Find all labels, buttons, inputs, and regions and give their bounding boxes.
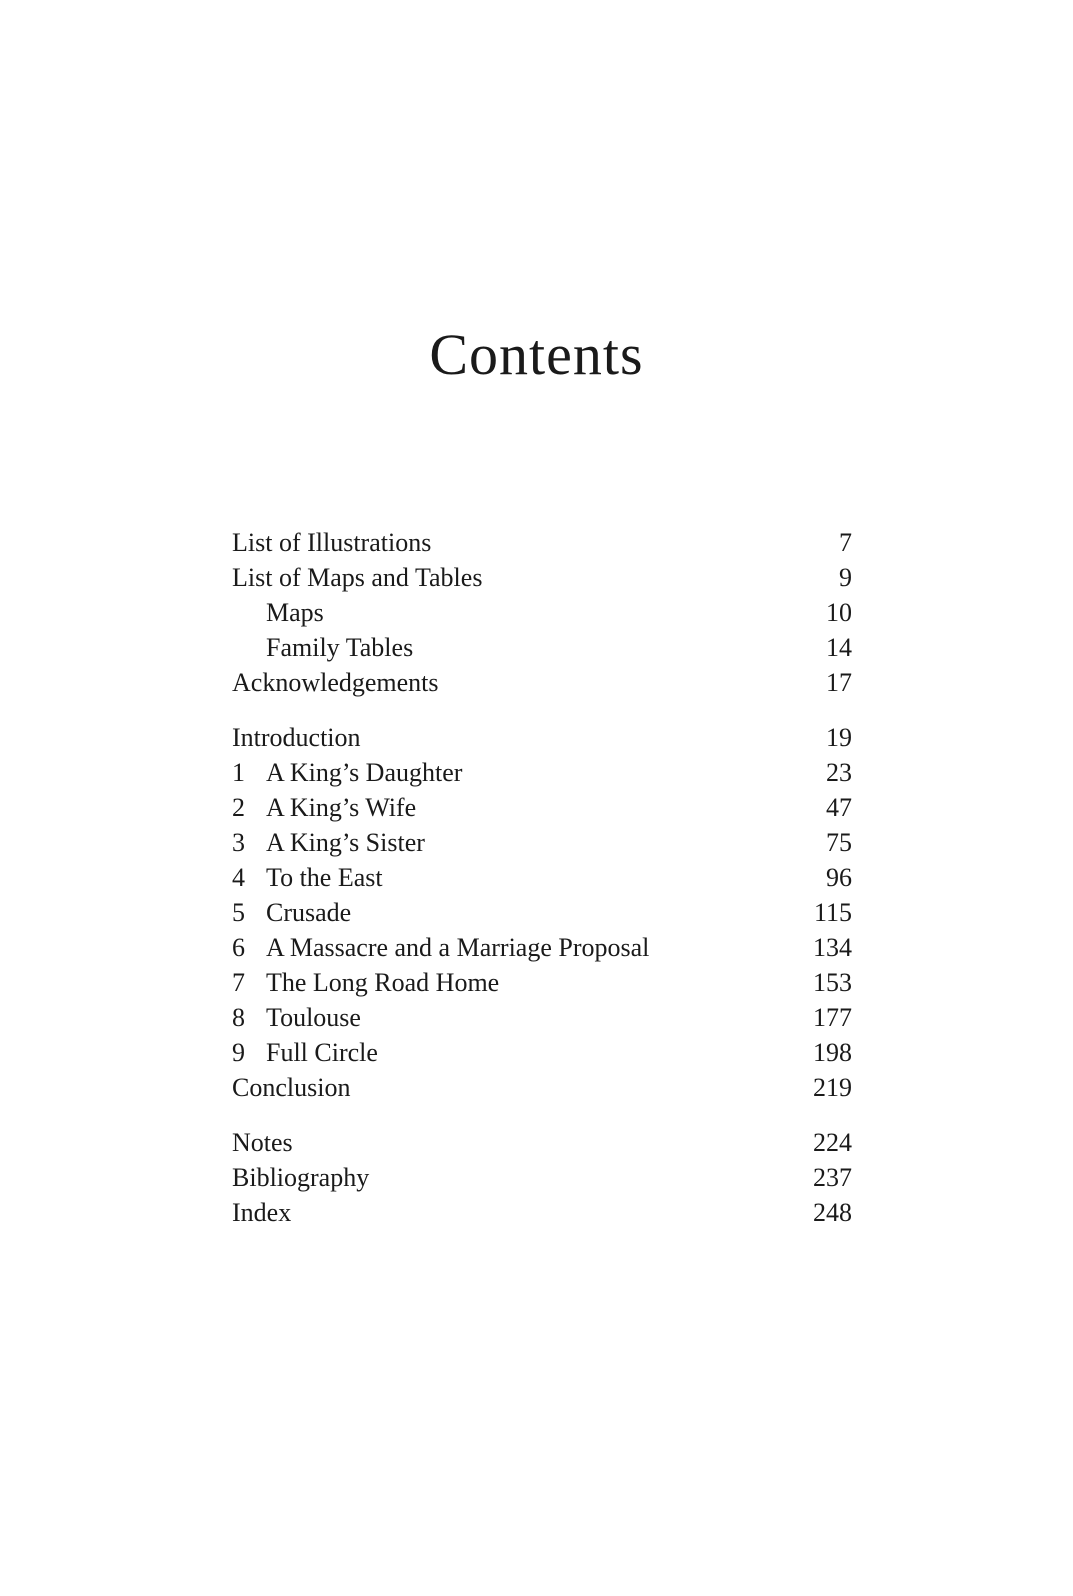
entry-title: Full Circle (266, 1038, 378, 1067)
toc-entry-chapter-9[interactable] (232, 1035, 852, 1070)
toc-entry-list-of-maps-and-tables[interactable] (232, 560, 852, 595)
toc-entry-notes[interactable] (232, 1125, 852, 1160)
entry-page-number: 237 (813, 1163, 852, 1192)
entry-title: A King’s Sister (266, 828, 425, 857)
entry-page-number: 23 (826, 758, 852, 787)
entry-title: Notes (232, 1128, 293, 1157)
entry-page-number: 9 (839, 563, 852, 592)
entry-title: Bibliography (232, 1163, 370, 1192)
entry-title: Conclusion (232, 1073, 351, 1102)
toc-entry-chapter-8[interactable] (232, 1000, 852, 1035)
entry-title: A Massacre and a Marriage Proposal (266, 933, 650, 962)
chapter-number: 3 (232, 828, 245, 857)
table-of-contents (232, 525, 852, 1250)
entry-title: Acknowledgements (232, 668, 439, 697)
entry-title: Family Tables (266, 633, 414, 662)
entry-page-number: 7 (839, 528, 852, 557)
chapter-number: 8 (232, 1003, 245, 1032)
chapters-list (232, 720, 852, 1105)
entry-title: A King’s Daughter (266, 758, 463, 787)
toc-entry-bibliography[interactable] (232, 1160, 852, 1195)
entry-page-number: 248 (813, 1198, 852, 1227)
entry-page-number: 19 (826, 723, 852, 752)
chapter-number: 2 (232, 793, 245, 822)
entry-page-number: 10 (826, 598, 852, 627)
entry-page-number: 177 (813, 1003, 852, 1032)
toc-entry-chapter-1[interactable] (232, 755, 852, 790)
entry-title: List of Maps and Tables (232, 563, 483, 592)
page-title: Contents (429, 322, 644, 387)
back-matter-list (232, 1125, 852, 1230)
chapter-number: 4 (232, 863, 245, 892)
entry-page-number: 14 (826, 633, 852, 662)
toc-entry-chapter-3[interactable] (232, 825, 852, 860)
entry-page-number: 219 (813, 1073, 852, 1102)
entry-title: A King’s Wife (266, 793, 417, 822)
chapter-number: 6 (232, 933, 245, 962)
entry-title: Index (232, 1198, 292, 1227)
chapter-number: 9 (232, 1038, 245, 1067)
toc-entry-chapter-6[interactable] (232, 930, 852, 965)
entry-title: Crusade (266, 898, 352, 927)
entry-page-number: 224 (813, 1128, 852, 1157)
toc-entry-index[interactable] (232, 1195, 852, 1230)
entry-title: The Long Road Home (266, 968, 500, 997)
entry-title: Introduction (232, 723, 361, 752)
entry-page-number: 153 (813, 968, 852, 997)
toc-entry-list-of-illustrations[interactable] (232, 525, 852, 560)
chapter-number: 5 (232, 898, 245, 927)
toc-entry-chapter-5[interactable] (232, 895, 852, 930)
entry-page-number: 17 (826, 668, 852, 697)
toc-entry-maps[interactable] (232, 595, 852, 630)
toc-entry-chapter-2[interactable] (232, 790, 852, 825)
entry-page-number: 47 (826, 793, 852, 822)
entry-page-number: 134 (813, 933, 852, 962)
chapter-number: 1 (232, 758, 245, 787)
toc-entry-acknowledgements[interactable] (232, 665, 852, 700)
toc-entry-conclusion[interactable] (232, 1070, 852, 1105)
entry-title: Maps (266, 598, 324, 627)
front-matter-list (232, 525, 852, 700)
chapter-number: 7 (232, 968, 245, 997)
toc-entry-family-tables[interactable] (232, 630, 852, 665)
entry-title: To the East (266, 863, 383, 892)
entry-title: List of Illustrations (232, 528, 432, 557)
entry-page-number: 75 (826, 828, 852, 857)
entry-page-number: 96 (826, 863, 852, 892)
entry-page-number: 198 (813, 1038, 852, 1067)
entry-title: Toulouse (266, 1003, 361, 1032)
entry-page-number: 115 (813, 898, 852, 927)
toc-entry-chapter-4[interactable] (232, 860, 852, 895)
toc-entry-chapter-7[interactable] (232, 965, 852, 1000)
toc-entry-introduction[interactable] (232, 720, 852, 755)
